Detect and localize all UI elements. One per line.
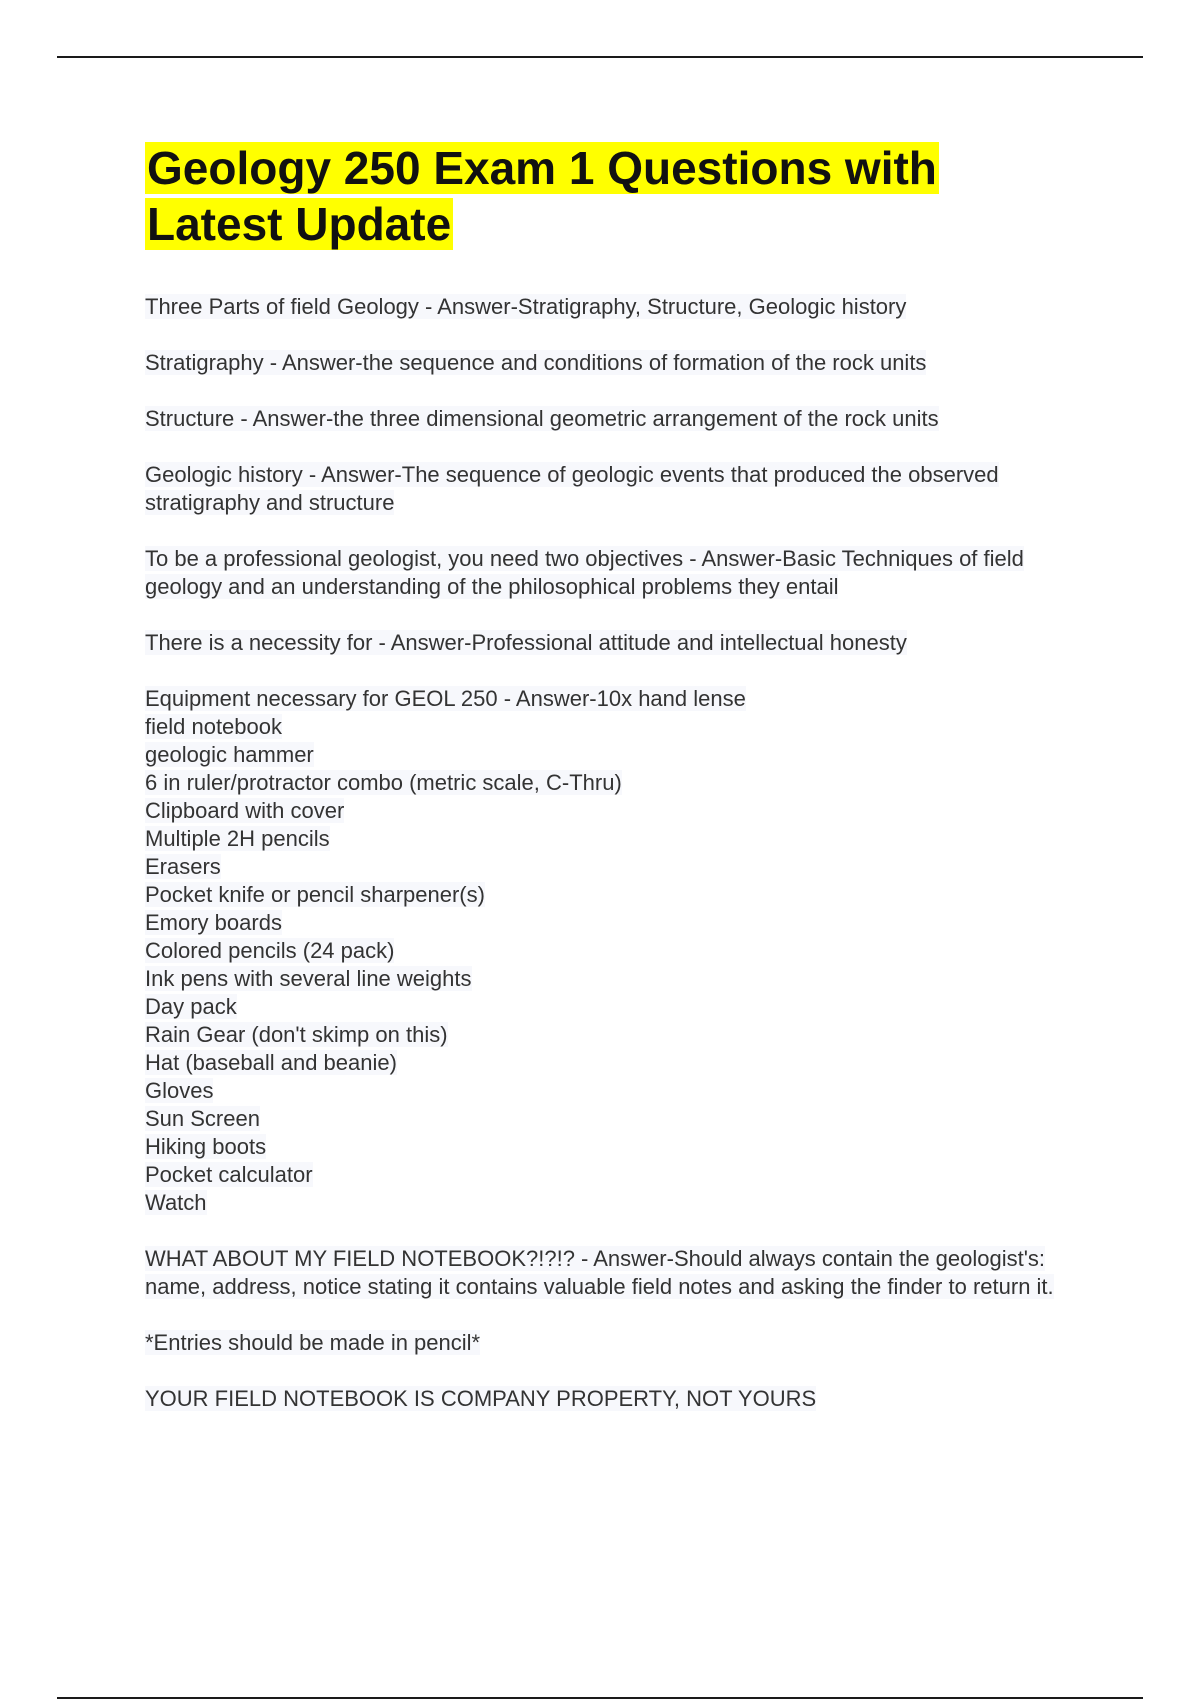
list-item: Ink pens with several line weights [145,966,472,991]
qa-entry-necessity [145,629,1105,657]
document-content [145,140,1105,1441]
qa-entry-three-parts [145,293,1105,321]
equipment-list [145,713,1105,1217]
qa-text: Stratigraphy - Answer-the sequence and conditions of formation of the rock units [145,350,927,375]
qa-entry-geologic-history [145,461,1105,517]
qa-text: There is a necessity for - Answer-Professional attitude and intellectual honesty [145,630,907,655]
list-item: 6 in ruler/protractor combo (metric scale, C-Thru) [145,770,622,795]
list-item: Colored pencils (24 pack) [145,938,395,963]
qa-entry-equipment [145,685,1105,1217]
list-item: Clipboard with cover [145,798,345,823]
list-item: Day pack [145,994,237,1019]
qa-text: Geologic history - Answer-The sequence of geologic events that produced the observed stratigraphy and structure [145,462,999,515]
qa-text: WHAT ABOUT MY FIELD NOTEBOOK?!?!? - Answer-Should always contain the geologist's: name, address, notice stating it contains valuable field notes and asking the finder to return it. [145,1246,1054,1299]
list-item: Pocket knife or pencil sharpener(s) [145,882,485,907]
qa-list [145,293,1105,1413]
qa-entry-objectives [145,545,1105,601]
list-item: Emory boards [145,910,282,935]
company-property-warning: YOUR FIELD NOTEBOOK IS COMPANY PROPERTY, NOT YOURS [145,1386,817,1411]
list-item: Pocket calculator [145,1162,313,1187]
qa-text: To be a professional geologist, you need two objectives - Answer-Basic Techniques of field geology and an understanding of the philosophical problems they entail [145,546,1024,599]
list-item: Watch [145,1190,207,1215]
list-item: geologic hammer [145,742,314,767]
document-title [145,140,1005,252]
qa-text: Structure - Answer-the three dimensional geometric arrangement of the rock units [145,406,939,431]
list-item: Hiking boots [145,1134,267,1159]
qa-entry-structure [145,405,1105,433]
qa-entry-stratigraphy [145,349,1105,377]
list-item: Multiple 2H pencils [145,826,330,851]
qa-text: Three Parts of field Geology - Answer-Stratigraphy, Structure, Geologic history [145,294,907,319]
bottom-divider [57,1697,1143,1699]
title-highlight: Geology 250 Exam 1 Questions with Latest Update [147,142,937,250]
list-item: Erasers [145,854,221,879]
list-item: Gloves [145,1078,214,1103]
top-divider [57,56,1143,58]
list-item: Sun Screen [145,1106,260,1131]
list-item: Rain Gear (don't skimp on this) [145,1022,448,1047]
list-item: Hat (baseball and beanie) [145,1050,397,1075]
list-item: field notebook [145,714,282,739]
pencil-note: *Entries should be made in pencil* [145,1330,481,1355]
qa-entry-field-notebook [145,1245,1105,1301]
equipment-question: Equipment necessary for GEOL 250 - Answer-10x hand lense [145,686,746,711]
